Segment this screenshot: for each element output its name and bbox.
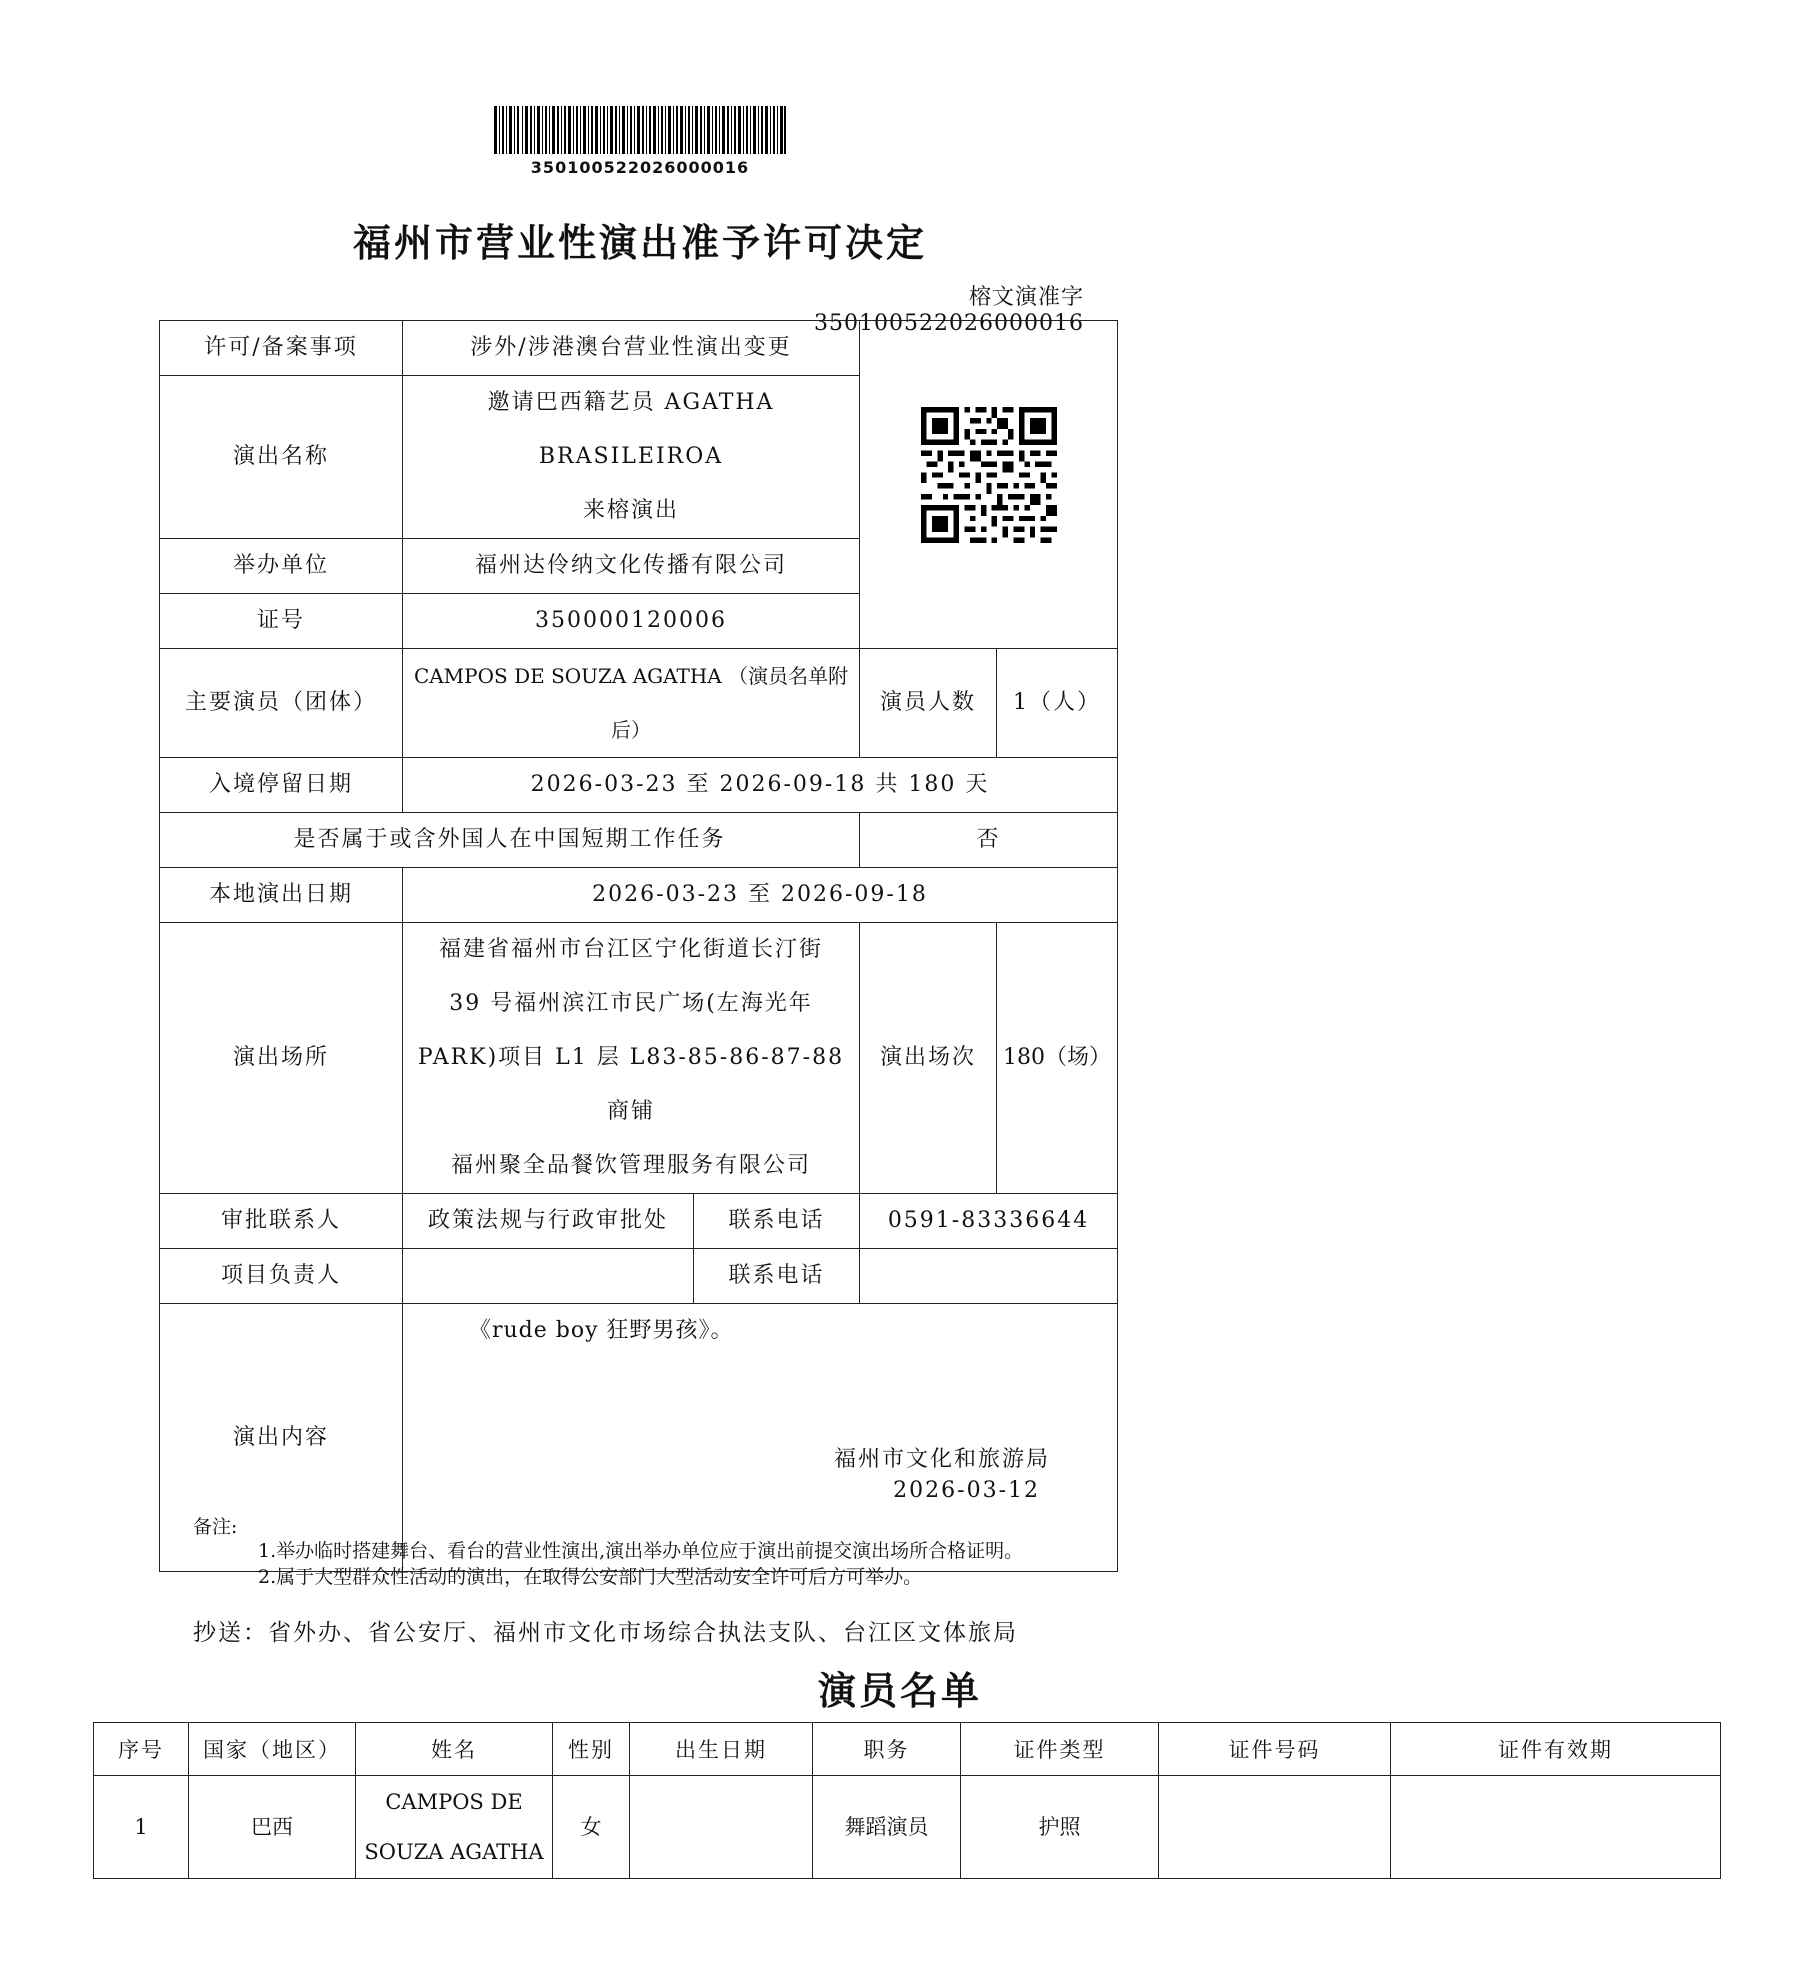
cast-header-birth: 出生日期 <box>630 1723 813 1776</box>
cast-header-id-valid: 证件有效期 <box>1391 1723 1721 1776</box>
cast-table <box>93 1722 1721 1879</box>
venue-label: 演出场所 <box>160 923 403 1194</box>
cast-header-name: 姓名 <box>356 1723 553 1776</box>
approver-value: 政策法规与行政审批处 <box>403 1194 694 1249</box>
venue-line2: 39 号福州滨江市民广场(左海光年 <box>449 991 813 1016</box>
qr-cell <box>860 321 1118 649</box>
phone-value: 0591-83336644 <box>860 1194 1118 1249</box>
permit-table <box>159 320 1118 1572</box>
performer-value: CAMPOS DE SOUZA AGATHA （演员名单附后） <box>403 649 860 758</box>
cast-cell-name <box>356 1776 553 1879</box>
venue-line4: 福州聚全品餐饮管理服务有限公司 <box>451 1153 812 1178</box>
cast-header-role: 职务 <box>813 1723 961 1776</box>
approver-label: 审批联系人 <box>160 1194 403 1249</box>
manager-phone-label: 联系电话 <box>694 1249 860 1304</box>
remark-item-2: 2.属于大型群众性活动的演出，在取得公安部门大型活动安全许可后方可举办。 <box>258 1566 923 1588</box>
performer-count-value: 1（人） <box>997 649 1118 758</box>
qr-code-image <box>921 407 1057 543</box>
issuer: 福州市文化和旅游局 <box>833 1447 1050 1472</box>
content-label: 演出内容 <box>160 1304 403 1572</box>
local-date-value: 2026-03-23 至 2026-09-18 <box>403 868 1118 923</box>
issue-date: 2026-03-12 <box>893 1478 1040 1503</box>
manager-label: 项目负责人 <box>160 1249 403 1304</box>
cast-header-gender: 性别 <box>553 1723 630 1776</box>
stay-value: 2026-03-23 至 2026-09-18 共 180 天 <box>403 758 1118 813</box>
document-number: 榕文演准字 350100522026000016 <box>814 285 1084 336</box>
cast-cell-gender: 女 <box>553 1776 630 1879</box>
organizer-value: 福州达伶纳文化传播有限公司 <box>403 539 860 594</box>
sessions-label: 演出场次 <box>860 923 997 1194</box>
cast-row <box>94 1776 1721 1879</box>
cast-cell-no: 1 <box>94 1776 189 1879</box>
show-name-label: 演出名称 <box>160 376 403 539</box>
content-value: 《rude boy 狂野男孩》。 <box>403 1304 1118 1572</box>
show-name-line2: 来榕演出 <box>583 498 680 523</box>
manager-value <box>403 1249 694 1304</box>
license-label: 证号 <box>160 594 403 649</box>
cast-header-id-type: 证件类型 <box>961 1723 1159 1776</box>
show-name-value <box>403 376 860 539</box>
remark-item-1: 1.举办临时搭建舞台、看台的营业性演出,演出举办单位应于演出前提交演出场所合格证明。 <box>258 1540 1024 1562</box>
cast-cell-role: 舞蹈演员 <box>813 1776 961 1879</box>
cast-cell-id-type: 护照 <box>961 1776 1159 1879</box>
barcode-number: 350100522026000016 <box>530 158 750 177</box>
short-term-value: 否 <box>860 813 1118 868</box>
cc-line: 抄送：省外办、省公安厅、福州市文化市场综合执法支队、台江区文体旅局 <box>193 1620 1018 1646</box>
cast-cell-country: 巴西 <box>189 1776 356 1879</box>
stay-label: 入境停留日期 <box>160 758 403 813</box>
document-title: 福州市营业性演出准予许可决定 <box>352 220 927 265</box>
cast-cell-id-no <box>1159 1776 1391 1879</box>
venue-value <box>403 923 860 1194</box>
cast-name-line1: CAMPOS DE <box>385 1790 523 1814</box>
local-date-label: 本地演出日期 <box>160 868 403 923</box>
cast-name-line2: SOUZA AGATHA <box>364 1840 544 1864</box>
venue-line3: PARK)项目 L1 层 L83-85-86-87-88 商铺 <box>417 1045 845 1124</box>
phone-label: 联系电话 <box>694 1194 860 1249</box>
item-label: 许可/备案事项 <box>160 321 403 376</box>
venue-line1: 福建省福州市台江区宁化街道长汀街 <box>439 937 824 962</box>
cast-header-id-no: 证件号码 <box>1159 1723 1391 1776</box>
cast-list-title: 演员名单 <box>817 1668 982 1713</box>
short-term-label: 是否属于或含外国人在中国短期工作任务 <box>160 813 860 868</box>
cast-header-row <box>94 1723 1721 1776</box>
cast-cell-id-valid <box>1391 1776 1721 1879</box>
manager-phone-value <box>860 1249 1118 1304</box>
performer-label: 主要演员（团体） <box>160 649 403 758</box>
cast-cell-birth <box>630 1776 813 1879</box>
cast-header-no: 序号 <box>94 1723 189 1776</box>
remarks-label: 备注: <box>193 1516 238 1538</box>
cast-header-country: 国家（地区） <box>189 1723 356 1776</box>
license-value: 350000120006 <box>403 594 860 649</box>
barcode-image <box>494 106 786 154</box>
item-value: 涉外/涉港澳台营业性演出变更 <box>403 321 860 376</box>
organizer-label: 举办单位 <box>160 539 403 594</box>
show-name-line1: 邀请巴西籍艺员 AGATHA BRASILEIROA <box>487 390 775 469</box>
sessions-value: 180（场） <box>997 923 1118 1194</box>
performer-count-label: 演员人数 <box>860 649 997 758</box>
